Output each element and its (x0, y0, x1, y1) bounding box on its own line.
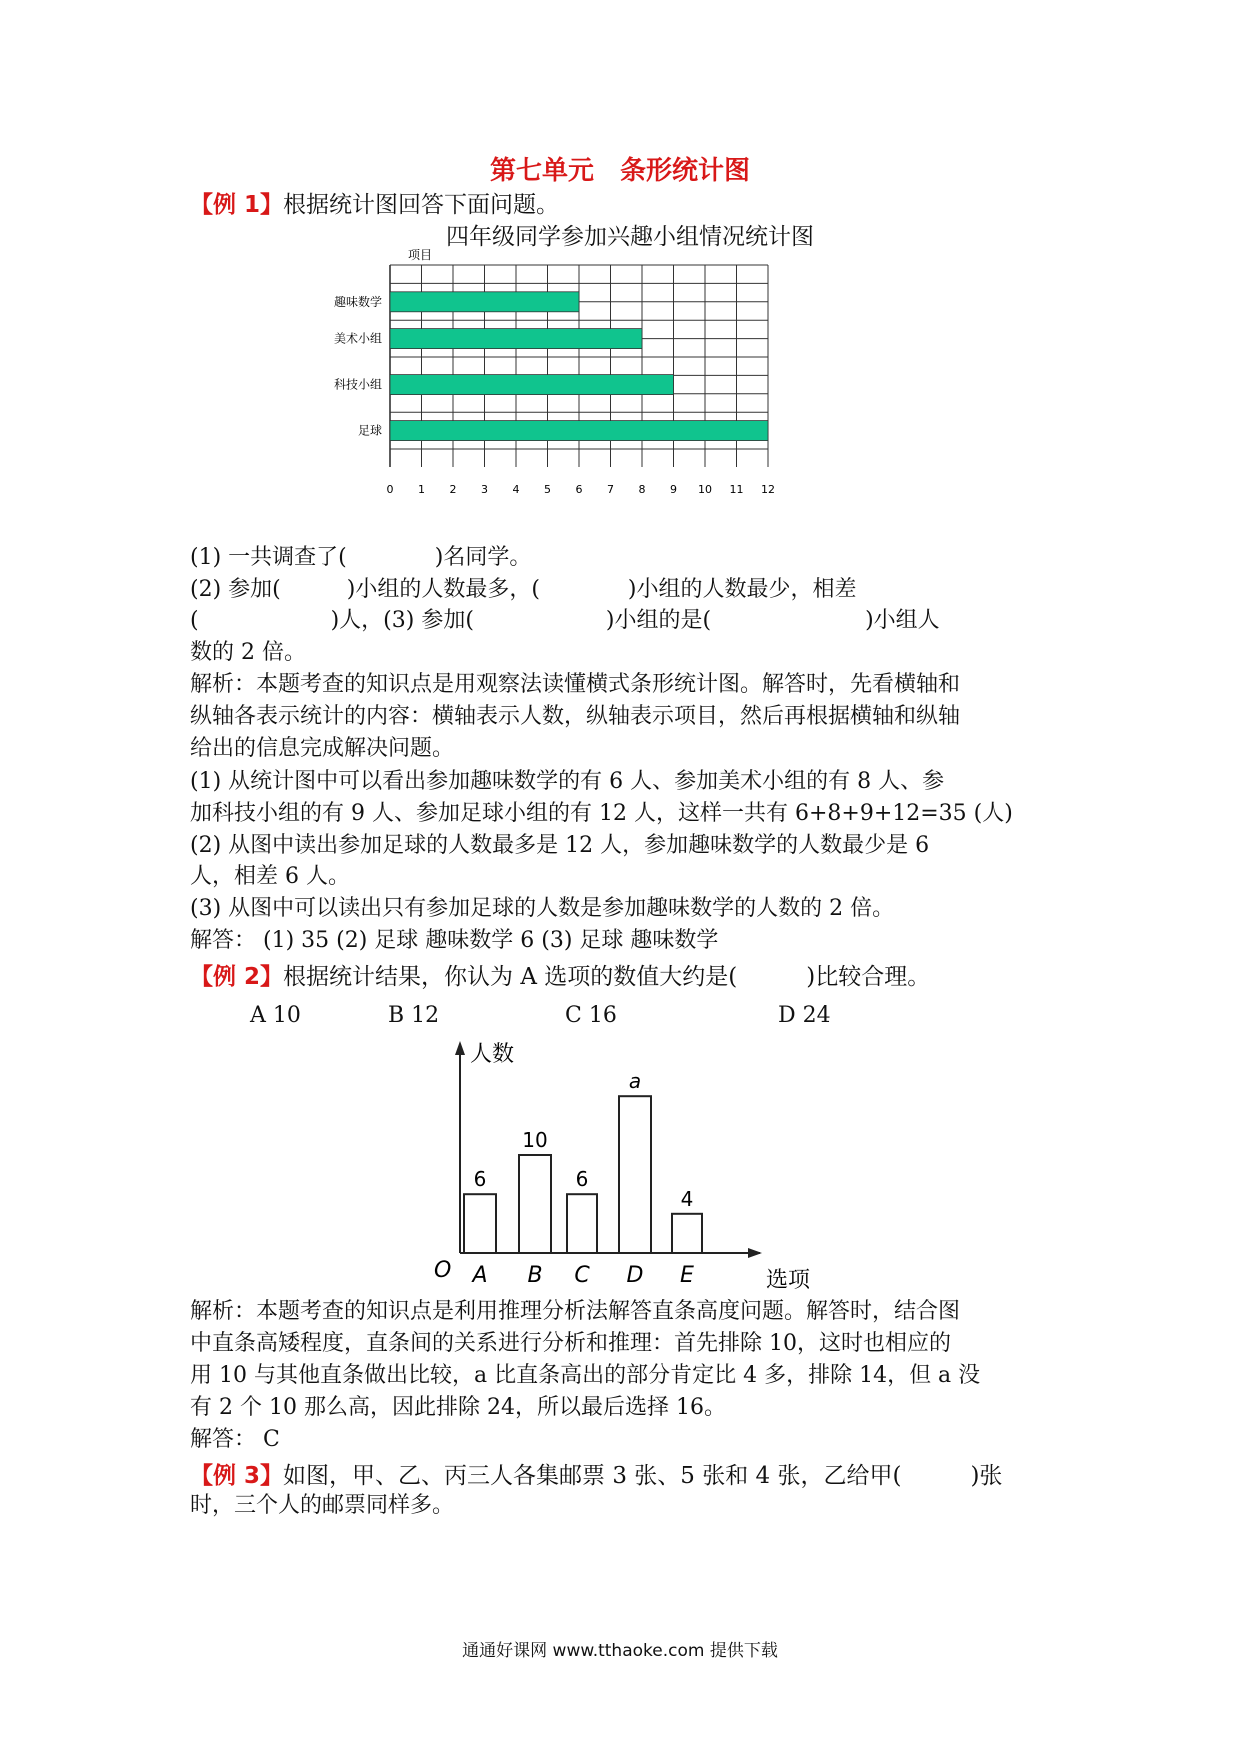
ex2-option-d: D 24 (778, 1003, 831, 1028)
chart1-xtick-label: 3 (481, 483, 488, 496)
chart2-data-label: 6 (575, 1167, 589, 1192)
ex2-analysis-0: 解析：本题考查的知识点是利用推理分析法解答直条高度问题。解答时，结合图 (190, 1299, 961, 1324)
ex2-analysis-2: 用 10 与其他直条做出比较，a 比直条高出的部分肯定比 4 多，排除 14，但 a 没 (190, 1363, 981, 1388)
chart1-xtick-label: 7 (607, 483, 614, 496)
page-footer: 通通好课网 www.tthaoke.com 提供下载 (462, 1641, 778, 1661)
chart2-category-label: B (527, 1263, 543, 1288)
chart1-category-label: 科技小组 (333, 377, 382, 392)
example3-line1: 如图，甲、乙、丙三人各集邮票 3 张、5 张和 4 张，乙给甲( )张 (283, 1463, 1003, 1489)
chart1-xtick-label: 1 (418, 483, 425, 496)
ex2-answer: 解答： C (190, 1427, 280, 1452)
chart1-category-label: 趣味数学 (333, 294, 382, 309)
example3-tag: 【例 3】 (190, 1463, 284, 1489)
ex1-analysis-3: (1) 从统计图中可以看出参加趣味数学的有 6 人、参加美术小组的有 8 人、参 (190, 769, 945, 794)
example1-heading (190, 186, 559, 219)
ex1-question-2a (190, 574, 1060, 605)
chart2-axes (455, 1041, 762, 1258)
example2-tag: 【例 2】 (190, 964, 284, 990)
chart2-category-label: C (574, 1263, 590, 1288)
ex1-analysis-4: 加科技小组的有 9 人、参加足球小组的有 12 人，这样一共有 6+8+9+12=35 (人) (190, 801, 1013, 826)
chart1-bar (390, 375, 674, 395)
ex2-analysis-3: 有 2 个 10 那么高，因此排除 24，所以最后选择 16。 (190, 1395, 726, 1420)
ex1-analysis-6: 人，相差 6 人。 (190, 864, 350, 889)
ex1-analysis-1: 纵轴各表示统计的内容：横轴表示人数，纵轴表示项目，然后再根据横轴和纵轴 (190, 704, 961, 729)
ex1-answer: 解答： (1) 35 (2) 足球 趣味数学 6 (3) 足球 趣味数学 (190, 928, 719, 953)
chart1-xtick-label: 12 (761, 483, 775, 496)
chart2-x-arrow (748, 1248, 762, 1258)
ex1-question-2b: ( )人，(3) 参加( )小组的是( )小组人 (190, 608, 940, 633)
ex1-analysis-7: (3) 从图中可以读出只有参加足球的人数是参加趣味数学的人数的 2 倍。 (190, 896, 895, 921)
ex2-analysis-1: 中直条高矮程度，直条间的关系进行分析和推理：首先排除 10，这时也相应的 (190, 1331, 951, 1356)
chart2-data-label: a (628, 1069, 642, 1094)
chart1-horizontal-bar (333, 248, 880, 530)
chart1-bar (390, 329, 642, 349)
chart1-category-label: 足球 (357, 423, 382, 438)
ex2-option-c: C 16 (565, 1003, 617, 1028)
chart2-category-label: A (472, 1263, 488, 1288)
ex1-q2a-text: (2) 参加( )小组的人数最多，( )小组的人数最少，相差 (190, 577, 857, 602)
chart2-bar (672, 1214, 702, 1253)
chart1-xtick-label: 11 (729, 483, 744, 496)
example3-heading (190, 1457, 1002, 1490)
ex2-option-a: A 10 (250, 1003, 301, 1028)
chart2-bar (619, 1096, 651, 1253)
chart1-xtick-label: 4 (512, 483, 520, 496)
chart2-category-label: E (680, 1263, 694, 1288)
chart2-bar (567, 1194, 597, 1253)
chart2-data-label: 4 (680, 1186, 694, 1211)
chart1-xtick-label: 8 (638, 483, 646, 496)
ex2-option-b: B 12 (388, 1003, 440, 1028)
chart2-data-label: 6 (473, 1167, 487, 1192)
example2-heading (190, 958, 930, 991)
chart2-category-label: D (626, 1263, 644, 1288)
example2-prompt: 根据统计结果，你认为 A 选项的数值大约是( )比较合理。 (283, 964, 931, 990)
chart1-xtick-label: 9 (670, 483, 677, 496)
chart1-xtick-label: 5 (544, 483, 551, 496)
chart2-ylabel: 人数 (470, 1042, 515, 1067)
ex1-question-2c: 数的 2 倍。 (190, 640, 306, 665)
chart1-ylabel: 项目 (408, 248, 433, 262)
ex1-analysis-5: (2) 从图中读出参加足球的人数最多是 12 人，参加趣味数学的人数最少是 6 (190, 833, 930, 858)
chart1-title: 四年级同学参加兴趣小组情况统计图 (446, 224, 814, 250)
ex3-line2: 时，三个人的邮票同样多。 (190, 1493, 455, 1518)
chart1-xtick-label: 0 (386, 483, 394, 496)
page-title: 第七单元 条形统计图 (489, 156, 750, 186)
chart2-bar (464, 1194, 496, 1253)
chart1-xtick-label: 10 (698, 483, 712, 496)
chart1-xtick-label: 6 (575, 483, 583, 496)
example1-prompt: 根据统计图回答下面问题。 (283, 192, 560, 218)
chart1-xtick-label: 2 (449, 483, 457, 496)
chart2-y-arrow (455, 1041, 465, 1055)
chart1-labels (334, 248, 775, 496)
chart1-bar (390, 421, 768, 441)
chart2-xlabel: 选项 (766, 1268, 811, 1293)
chart2-origin-label: O (434, 1258, 452, 1283)
ex1-question-1: (1) 一共调查了( )名同学。 (190, 545, 532, 570)
chart2-bar (519, 1155, 551, 1253)
ex1-analysis-0: 解析：本题考查的知识点是用观察法读懂横式条形统计图。解答时，先看横轴和 (190, 672, 961, 697)
chart2-vertical-bar (430, 1035, 830, 1295)
chart1-category-label: 美术小组 (333, 331, 382, 346)
ex1-analysis-2: 给出的信息完成解决问题。 (190, 736, 455, 761)
example1-tag: 【例 1】 (190, 192, 284, 218)
chart1-bar (390, 292, 579, 312)
chart2-data-label: 10 (522, 1128, 548, 1152)
